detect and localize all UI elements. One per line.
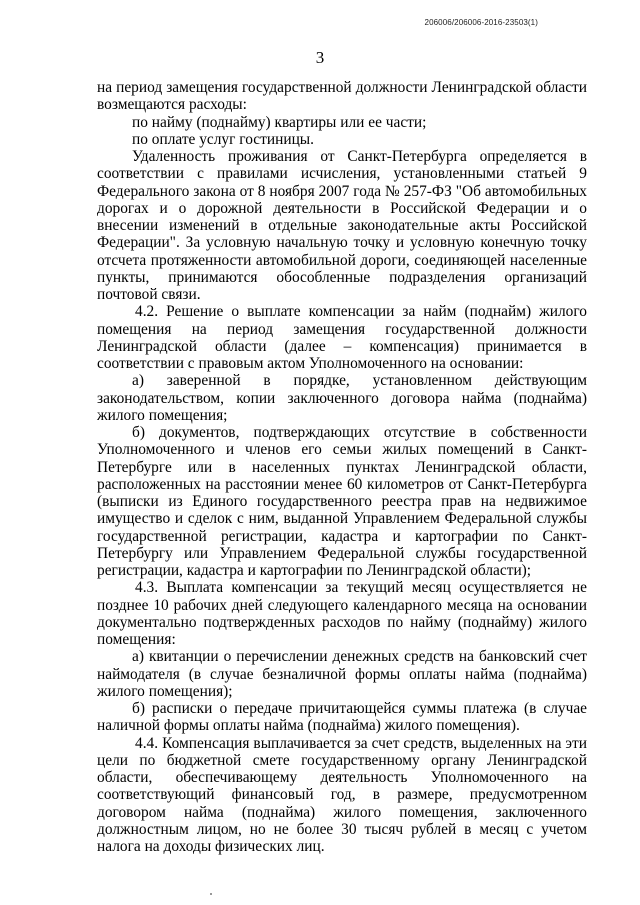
document-body [97, 79, 587, 855]
paragraph-4-2-b: б) документов, подтверждающих отсутствие в собственности Уполномоченного и членов его семьи жилых помещений в Санкт-Петербурге или в населенных пунктах Ленинградской области, расположенных на расстоянии менее 60 километров от Санкт-Петербурга (выписки из Единого государственного реестра прав на недвижимое имущество и сделок с ним, выданной Управлением Федеральной службы государственной регистрации, кадастра и картографии по Санкт-Петербургу или Управлением Федеральной службы государственной регистрации, кадастра и картографии по Ленинградской области); [97, 424, 587, 579]
paragraph-hotel-services: по оплате услуг гостиницы. [132, 130, 314, 148]
paragraph-4-3-b: б) расписки о передаче причитающейся суммы платежа (в случае наличной формы оплаты найма (поднайма) жилого помещения). [97, 700, 587, 735]
page-number: 3 [315, 48, 325, 67]
paragraph-section-4-3: 4.3. Выплата компенсации за текущий месяц осуществляется не позднее 10 рабочих дней следующего календарного месяца на основании документально подтвержденных расходов по найму (поднайму) жилого помещения: [97, 579, 587, 648]
paragraph-section-4-4: 4.4. Компенсация выплачивается за счет средств, выделенных на эти цели по бюджетной смете государственному органу Ленинградской области, обеспечивающему деятельность Уполномоченного на соответствующий финансовый год, в размере, предусмотренном договором найма (поднайма) жилого помещения, заключенного должностным лицом, но не более 30 тысяч рублей в месяц с учетом налога на доходы физических лиц. [97, 734, 587, 855]
paragraph-expenses-intro: на период замещения государственной должности Ленинградской области возмещаются расходы: [97, 79, 587, 114]
paragraph-section-4-2: 4.2. Решение о выплате компенсации за найм (поднайм) жилого помещения на период замещения государственной должности Ленинградской области (далее – компенсация) принимается в соответствии с правовым актом Уполномоченного на основании: [97, 303, 587, 372]
document-id: 206006/206006-2016-23503(1) [424, 18, 538, 27]
paragraph-4-2-a: а) заверенной в порядке, установленном действующим законодательством, копии заключенного договора найма (поднайма) жилого помещения; [97, 372, 587, 424]
scan-speck [210, 893, 212, 895]
paragraph-4-3-a: а) квитанции о перечислении денежных средств на банковский счет наймодателя (в случае безналичной формы оплаты найма (поднайма) жилого помещения); [97, 648, 587, 700]
paragraph-distance-rule: Удаленность проживания от Санкт-Петербурга определяется в соответствии с правилами исчисления, установленными статьей 9 Федерального закона от 8 ноября 2007 года № 257-ФЗ "Об автомобильных дорогах и о дорожной деятельности в Российской Федерации и о внесении изменений в отдельные законодательные акты Российской Федерации". За условную начальную точку и условную конечную точку отсчета протяженности автомобильной дороги, соединяющей населенные пункты, принимаются обособленные подразделения организаций почтовой связи. [97, 148, 587, 303]
paragraph-rent-apartment: по найму (поднайму) квартиры или ее части; [132, 113, 427, 131]
